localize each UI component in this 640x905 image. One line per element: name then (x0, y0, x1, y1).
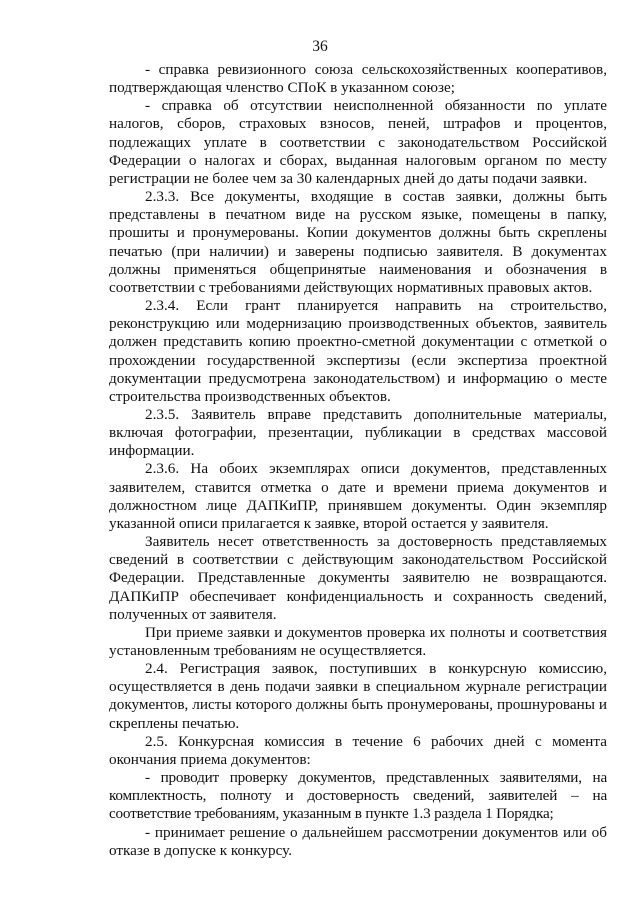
paragraph-2-3-4: 2.3.4. Если грант планируется направить на строительство, реконструкцию или модернизацию производственных объектов, заявитель должен представить копию проектно-сметной документации с отметкой о прохождении государственной экспертизы (если экспертиза проектной документации предусмотрена законодательством) и информацию о месте строительства производственных объектов. (109, 297, 607, 405)
paragraph-2-3-3: 2.3.3. Все документы, входящие в состав заявки, должны быть представлены в печатном виде на русском языке, помещены в папку, прошиты и пронумерованы. Копии документов должны быть скреплены печатью (при наличии) и заверены подписью заявителя. В документах должны применяться общепринятые наименования и обозначения в соответствии с требованиями действующих нормативных правовых актов. (109, 188, 607, 296)
page-number: 36 (312, 38, 328, 55)
paragraph-audit-union-certificate: - справка ревизионного союза сельскохозяйственных кооперативов, подтверждающая членство СПоК в указанном союзе; (109, 61, 607, 97)
paragraph-2-5-decision: - принимает решение о дальнейшем рассмотрении документов или об отказе в допуске к конкурсу. (109, 823, 607, 859)
paragraph-tax-certificate: - справка об отсутствии неисполненной обязанности по уплате налогов, сборов, страховых взносов, пеней, штрафов и процентов, подлежащих уплате в соответствии с законодательством Российской Федерации о налогах и сборах, выданная налоговым органом по месту регистрации не более чем за 30 календарных дней до даты подачи заявки. (109, 97, 607, 187)
document-body (109, 61, 607, 860)
paragraph-2-3-6: 2.3.6. На обоих экземплярах описи документов, представленных заявителем, ставится отметка о дате и времени приема документов и должностном лице ДАПКиПР, принявшем документы. Один экземпляр указанной описи прилагается к заявке, второй остается у заявителя. (109, 460, 607, 532)
paragraph-2-3-5: 2.3.5. Заявитель вправе представить дополнительные материалы, включая фотографии, презентации, публикации в средствах массовой информации. (109, 405, 607, 460)
paragraph-2-5: 2.5. Конкурсная комиссия в течение 6 рабочих дней с момента окончания приема документов: (109, 732, 607, 768)
paragraph-2-4: 2.4. Регистрация заявок, поступивших в конкурсную комиссию, осуществляется в день подачи заявки в специальном журнале регистрации документов, листы которого должны быть пронумерованы, прошнурованы и скреплены печатью. (109, 660, 607, 732)
paragraph-applicant-responsibility: Заявитель несет ответственность за достоверность представляемых сведений в соответствии с действующим законодательством Российской Федерации. Представленные документы заявителю не возвращаются. ДАПКиПР обеспечивает конфиденциальность и сохранность сведений, полученных от заявителя. (109, 533, 607, 623)
paragraph-no-completeness-check: При приеме заявки и документов проверка их полноты и соответствия установленным требованиям не осуществляется. (109, 623, 607, 659)
paragraph-2-5-check-documents: - проводит проверку документов, представленных заявителями, на комплектность, полноту и достоверность сведений, заявителей – на соответствие требованиям, указанным в пункте 1.3 раздела 1 Порядка; (109, 769, 607, 823)
